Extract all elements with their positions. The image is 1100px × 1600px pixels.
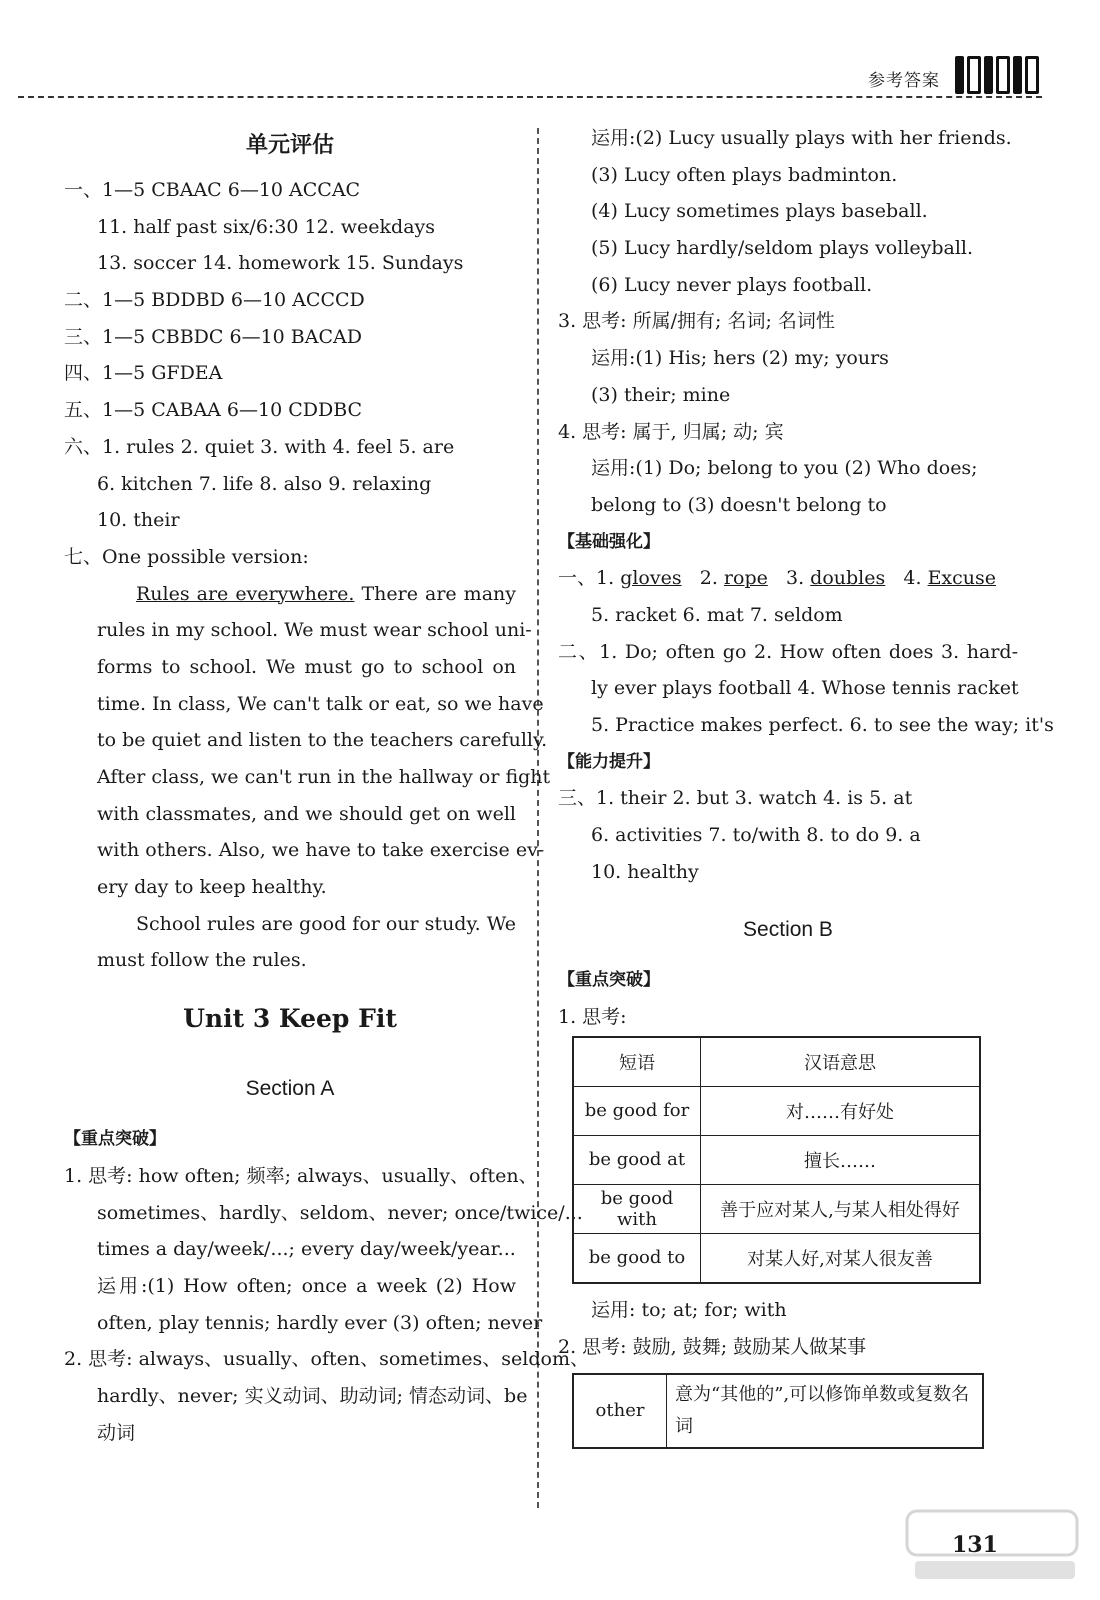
phrase-table [572,1036,981,1284]
table-header-cell: 汉语意思 [701,1037,981,1087]
section-b-title: Section B [743,918,833,942]
right-column [558,120,1054,1449]
answer-line: ly ever plays football 4. Whose tennis racket [591,677,1019,700]
answer-line: 五、1—5 CABAA 6—10 CDDBC [64,399,363,422]
answer-line: 运用: to; at; for; with [591,1298,787,1321]
answer-word: gloves [620,567,682,590]
essay-line: School rules are good for our study. We [136,912,516,935]
table-header-row [573,1037,980,1087]
meaning-cell: 对某人好,对某人很友善 [701,1233,981,1283]
meaning-cell: 意为“其他的”,可以修饰单数或复数名词 [667,1374,984,1448]
word-cell: other [573,1374,667,1448]
item-number: 4. [903,567,922,590]
answer-line: times a day/week/...; every day/week/year... [97,1238,516,1261]
answer-line: hardly、never; 实义动词、助动词; 情态动词、be [97,1384,528,1407]
answer-line: 二、1—5 BDDBD 6—10 ACCCD [64,289,365,312]
unit-title: Unit 3 Keep Fit [183,1004,397,1034]
answer-line: 2. 思考: always、usually、often、sometimes、seldom、 [64,1348,589,1371]
section-a-title: Section A [245,1077,335,1101]
meaning-cell: 擅长…… [701,1135,981,1184]
answer-line: 3. 思考: 所属/拥有; 名词; 名词性 [558,310,835,333]
answer-line: 1. 思考: how often; 频率; always、usually、often、 [64,1164,538,1187]
essay-line: to be quiet and listen to the teachers carefully. [97,729,548,752]
item-number: 2. [699,567,718,590]
answer-line: 6. kitchen 7. life 8. also 9. relaxing [97,472,432,495]
answer-line [558,560,1018,597]
key-points-heading: 【重点突破】 [558,970,660,991]
answer-line: (3) Lucy often plays badminton. [591,163,898,186]
essay-line: ery day to keep healthy. [97,876,327,899]
table-row [573,1086,980,1135]
answer-line: 四、1—5 GFDEA [64,362,223,385]
left-column [64,120,589,1451]
answer-line: (5) Lucy hardly/seldom plays volleyball. [591,237,974,260]
column-divider [537,128,539,1508]
phrase-cell: be good at [573,1135,701,1184]
essay-line: After class, we can't run in the hallway or fight [97,766,551,788]
answer-line: 10. healthy [591,860,699,883]
answer-line: 11. half past six/6:30 12. weekdays [97,215,436,238]
answer-line: 运用:(2) Lucy usually plays with her friends. [591,127,1012,149]
unit-review-title: 单元评估 [245,133,334,158]
phrase-cell: be good with [573,1184,701,1233]
table-row [573,1374,983,1448]
item-number: 3. [785,567,805,590]
answer-line: belong to (3) doesn't belong to [591,493,887,516]
answer-line: 13. soccer 14. homework 15. Sundays [97,252,464,275]
header-logo [955,56,1039,94]
table-row [573,1135,980,1184]
essay-title: Rules are everywhere. [136,582,355,605]
word-table [572,1373,984,1449]
answer-line: 4. 思考: 属于, 归属; 动; 宾 [558,420,784,443]
essay-line: forms to school. We must go to school on [97,655,516,678]
answer-line: 七、One possible version: [64,545,309,568]
essay-line: time. In class, We can't talk or eat, so we have [97,692,544,715]
watermark-logo [905,1505,1085,1585]
meaning-cell: 善于应对某人,与某人相处得好 [701,1184,981,1233]
ability-heading: 【能力提升】 [558,751,660,772]
answer-line: 运用:(1) His; hers (2) my; yours [591,347,889,370]
answer-line: (6) Lucy never plays football. [591,273,873,296]
essay-line: rules in my school. We must wear school uni- [97,619,532,642]
table-header-cell: 短语 [573,1037,701,1087]
answer-line: 六、1. rules 2. quiet 3. with 4. feel 5. are [64,435,455,458]
phrase-cell: be good for [573,1086,701,1135]
meaning-cell: 对……有好处 [701,1086,981,1135]
answer-line: 动词 [97,1421,136,1444]
table-row [573,1184,980,1233]
answer-word: doubles [810,567,886,590]
essay-line: must follow the rules. [97,949,307,972]
answer-line: 运用:(1) How often; once a week (2) How [97,1274,516,1297]
basic-heading: 【基础强化】 [558,531,660,552]
answer-line: (4) Lucy sometimes plays baseball. [591,200,928,223]
answer-line: 1. 思考: [558,1006,627,1029]
answer-word: rope [723,567,768,590]
header-divider [18,96,1042,98]
answer-line: 三、1—5 CBBDC 6—10 BACAD [64,325,362,348]
item-number: 一、1. [558,567,615,590]
phrase-cell: be good to [573,1233,701,1283]
answer-line: 5. Practice makes perfect. 6. to see the way; it's [591,714,1054,736]
essay-text: There are many [361,582,516,605]
page-number: 131 [952,1532,998,1558]
answer-line: 二、1. Do; often go 2. How often does 3. hard- [558,640,1018,663]
essay-line [64,576,516,613]
answer-line: 三、1. their 2. but 3. watch 4. is 5. at [558,787,913,810]
answer-line: (3) their; mine [591,383,731,406]
answer-line: 运用:(1) Do; belong to you (2) Who does; [591,457,978,480]
answer-line: 10. their [97,509,180,532]
answer-word: Excuse [927,567,997,590]
answer-line: 一、1—5 CBAAC 6—10 ACCAC [64,179,361,201]
answer-line: 5. racket 6. mat 7. seldom [591,603,843,626]
essay-line: with others. Also, we have to take exercise ev- [97,839,545,862]
answer-line: 2. 思考: 鼓励, 鼓舞; 鼓励某人做某事 [558,1335,867,1358]
table-row [573,1233,980,1283]
answer-line: often, play tennis; hardly ever (3) often; never [97,1311,543,1334]
answer-line: 6. activities 7. to/with 8. to do 9. a [591,824,921,847]
key-points-heading: 【重点突破】 [64,1129,166,1150]
header-label: 参考答案 [868,71,940,91]
answer-line: sometimes、hardly、seldom、never; once/twice/... [97,1201,583,1224]
essay-line: with classmates, and we should get on well [97,802,516,825]
